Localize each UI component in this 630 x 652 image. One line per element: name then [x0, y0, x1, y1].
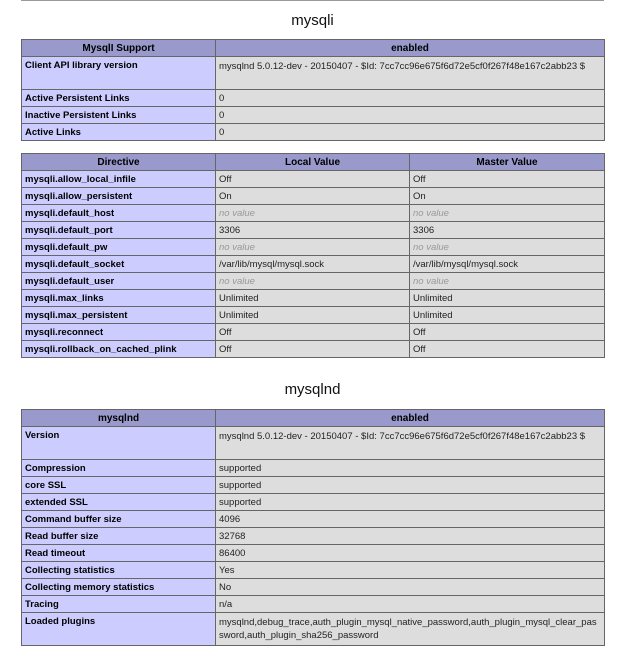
directive-name: mysqli.reconnect: [22, 324, 216, 341]
row-key: Version: [22, 427, 216, 460]
table-header-row: [22, 154, 605, 171]
row-value: 0: [216, 90, 605, 107]
directive-name: mysqli.default_port: [22, 222, 216, 239]
row-key: core SSL: [22, 477, 216, 494]
table-row: [22, 596, 605, 613]
directive-master: no value: [410, 273, 605, 290]
header-mysqlnd: mysqlnd: [22, 410, 216, 427]
table-row: [22, 613, 605, 646]
directive-local: Off: [216, 324, 410, 341]
directive-master: Off: [410, 171, 605, 188]
row-value: 4096: [216, 511, 605, 528]
directive-name: mysqli.allow_local_infile: [22, 171, 216, 188]
row-value: n/a: [216, 596, 605, 613]
table-row: [22, 324, 605, 341]
row-key: Active Links: [22, 124, 216, 141]
row-key: Active Persistent Links: [22, 90, 216, 107]
row-key: Compression: [22, 460, 216, 477]
directive-master: 3306: [410, 222, 605, 239]
directive-master: Off: [410, 324, 605, 341]
row-key: Command buffer size: [22, 511, 216, 528]
row-key: Read timeout: [22, 545, 216, 562]
row-value: mysqlnd 5.0.12-dev - 20150407 - $Id: 7cc7cc96e675f6d72e5cf0f267f48e167c2abb23 $: [216, 57, 605, 90]
table-row: [22, 171, 605, 188]
table-row: [22, 290, 605, 307]
row-value: supported: [216, 494, 605, 511]
row-value: 0: [216, 124, 605, 141]
row-value: supported: [216, 460, 605, 477]
header-enabled: enabled: [216, 410, 605, 427]
directive-name: mysqli.max_links: [22, 290, 216, 307]
row-key: Inactive Persistent Links: [22, 107, 216, 124]
row-key: Loaded plugins: [22, 613, 216, 646]
directive-name: mysqli.allow_persistent: [22, 188, 216, 205]
table-row: [22, 562, 605, 579]
row-value: 32768: [216, 528, 605, 545]
table-row: [22, 205, 605, 222]
row-key: Client API library version: [22, 57, 216, 90]
directive-name: mysqli.rollback_on_cached_plink: [22, 341, 216, 358]
directive-name: mysqli.default_user: [22, 273, 216, 290]
mysqlnd-section-title: mysqlnd: [284, 381, 341, 398]
header-mysqli-support: MysqlI Support: [22, 40, 216, 57]
directive-local: 3306: [216, 222, 410, 239]
mysqli-directives-table: [21, 153, 605, 358]
table-row: [22, 460, 605, 477]
table-header-row: [22, 40, 605, 57]
mysqlnd-table: [21, 409, 605, 646]
row-value: 0: [216, 107, 605, 124]
directive-local: no value: [216, 205, 410, 222]
row-key: Tracing: [22, 596, 216, 613]
row-value: No: [216, 579, 605, 596]
directive-local: Unlimited: [216, 290, 410, 307]
table-row: [22, 239, 605, 256]
directive-master: On: [410, 188, 605, 205]
table-row: [22, 477, 605, 494]
directive-local: no value: [216, 239, 410, 256]
mysqli-support-table: [21, 39, 605, 141]
table-row: [22, 188, 605, 205]
table-row: [22, 222, 605, 239]
directive-local: no value: [216, 273, 410, 290]
table-row: [22, 124, 605, 141]
table-row: [22, 256, 605, 273]
directive-local: On: [216, 188, 410, 205]
header-local-value: Local Value: [216, 154, 410, 171]
directive-master: Unlimited: [410, 307, 605, 324]
table-row: [22, 545, 605, 562]
header-directive: Directive: [22, 154, 216, 171]
table-row: [22, 427, 605, 460]
directive-master: Off: [410, 341, 605, 358]
row-value: Yes: [216, 562, 605, 579]
mysqli-section-title: mysqli: [291, 12, 334, 29]
directive-name: mysqli.default_pw: [22, 239, 216, 256]
table-row: [22, 341, 605, 358]
top-divider: [21, 0, 604, 1]
directive-local: Unlimited: [216, 307, 410, 324]
directive-local: Off: [216, 341, 410, 358]
row-key: extended SSL: [22, 494, 216, 511]
directive-master: /var/lib/mysql/mysql.sock: [410, 256, 605, 273]
directive-name: mysqli.default_host: [22, 205, 216, 222]
row-key: Read buffer size: [22, 528, 216, 545]
table-row: [22, 57, 605, 90]
row-value: mysqlnd,debug_trace,auth_plugin_mysql_native_password,auth_plugin_mysql_clear_password,auth_plugin_sha256_password: [216, 613, 605, 646]
row-value: supported: [216, 477, 605, 494]
table-row: [22, 273, 605, 290]
table-row: [22, 579, 605, 596]
directive-name: mysqli.max_persistent: [22, 307, 216, 324]
table-row: [22, 528, 605, 545]
row-value: mysqlnd 5.0.12-dev - 20150407 - $Id: 7cc7cc96e675f6d72e5cf0f267f48e167c2abb23 $: [216, 427, 605, 460]
table-row: [22, 494, 605, 511]
row-key: Collecting statistics: [22, 562, 216, 579]
table-row: [22, 107, 605, 124]
directive-master: Unlimited: [410, 290, 605, 307]
table-row: [22, 307, 605, 324]
directive-master: no value: [410, 239, 605, 256]
directive-local: Off: [216, 171, 410, 188]
header-master-value: Master Value: [410, 154, 605, 171]
row-key: Collecting memory statistics: [22, 579, 216, 596]
table-header-row: [22, 410, 605, 427]
directive-local: /var/lib/mysql/mysql.sock: [216, 256, 410, 273]
table-row: [22, 90, 605, 107]
directive-master: no value: [410, 205, 605, 222]
row-value: 86400: [216, 545, 605, 562]
header-enabled: enabled: [216, 40, 605, 57]
table-row: [22, 511, 605, 528]
directive-name: mysqli.default_socket: [22, 256, 216, 273]
